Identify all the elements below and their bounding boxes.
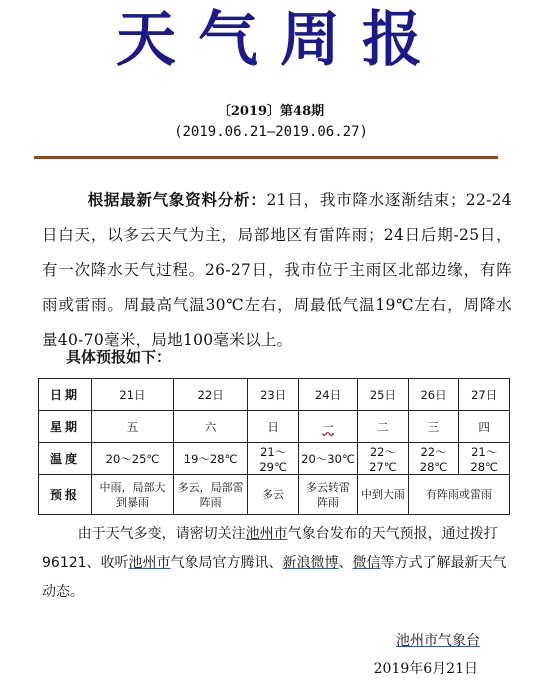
notice-text: 、 <box>338 555 353 571</box>
table-row-weekdays <box>39 411 510 443</box>
temp-cell: 19～28℃ <box>173 443 247 475</box>
row-header-temp: 温度 <box>39 443 92 475</box>
table-row-forecasts <box>39 475 510 515</box>
forecast-cell: 多云转雷阵雨 <box>298 475 357 515</box>
notice-link-wechat: 微信 <box>352 555 381 571</box>
weekday-cell: 五 <box>92 411 174 443</box>
date-range: (2019.06.21—2019.06.27) <box>174 124 368 140</box>
forecast-cell: 中雨，局部大到暴雨 <box>92 475 174 515</box>
date-cell: 26日 <box>408 379 459 411</box>
weekday-cell: 四 <box>459 411 510 443</box>
weekday-cell: 二 <box>358 411 409 443</box>
forecast-cell-merged: 有阵雨或雷雨 <box>408 475 509 515</box>
notice-link-weibo: 新浪微博 <box>282 555 339 571</box>
forecast-cell: 多云 <box>248 475 299 515</box>
analysis-paragraph <box>42 182 512 358</box>
date-cell: 23日 <box>248 379 299 411</box>
notice-link-city: 池州市 <box>128 555 171 571</box>
temp-cell: 21～28℃ <box>459 443 510 475</box>
row-header-weekday: 星期 <box>39 411 92 443</box>
notice-paragraph <box>42 520 512 607</box>
temp-cell: 20～30℃ <box>298 443 357 475</box>
date-cell: 27日 <box>459 379 510 411</box>
row-header-date: 日期 <box>39 379 92 411</box>
notice-text: 由于天气多变，请密切关注 <box>77 526 246 542</box>
forecast-cell: 中到大雨 <box>358 475 409 515</box>
row-header-forecast: 预报 <box>39 475 92 515</box>
weekday-value: 一 <box>322 419 334 434</box>
date-cell: 25日 <box>358 379 409 411</box>
weekday-cell: 三 <box>408 411 459 443</box>
notice-text: 气象台发布的天气预报，通过拨打96121、收听 <box>42 526 498 571</box>
notice-link-city: 池州市 <box>245 526 288 542</box>
notice-text: 气象局官方腾讯、 <box>170 555 283 571</box>
header-divider <box>34 156 498 159</box>
weekday-cell: 日 <box>248 411 299 443</box>
date-cell: 22日 <box>173 379 247 411</box>
date-cell: 21日 <box>92 379 174 411</box>
weekday-cell: 六 <box>173 411 247 443</box>
temp-cell: 20～25℃ <box>92 443 174 475</box>
temp-cell: 22～27℃ <box>358 443 409 475</box>
date-cell: 24日 <box>298 379 357 411</box>
forecast-cell: 多云，局部雷阵雨 <box>173 475 247 515</box>
footer-org: 池州市气象台 <box>396 633 480 649</box>
forecast-heading: 具体预报如下： <box>66 348 172 366</box>
table-row-temps <box>39 443 510 475</box>
temp-cell: 21～29℃ <box>248 443 299 475</box>
analysis-body: 21日，我市降水逐渐结束；22-24日白天，以多云天气为主，局部地区有雷阵雨；24日后期-25日，有一次降水天气过程。26-27日，我市位于主雨区北部边缘，有阵雨或雷雨。周最高气温30℃左右，周最低气温19℃左右，周降水量40-70毫米，局地100毫米以上。 <box>42 191 512 349</box>
weekday-cell <box>298 411 357 443</box>
footer-date: 2019年6月21日 <box>373 661 478 677</box>
table-row-dates <box>39 379 510 411</box>
issue-number: 〔2019〕第48期 <box>217 104 325 119</box>
report-title: 天气周报 <box>116 5 444 75</box>
forecast-table <box>38 378 510 515</box>
notice-text: 等方式了解最新天气动态。 <box>42 555 507 600</box>
analysis-lead: 根据最新气象资料分析： <box>87 190 267 209</box>
temp-cell: 22～28℃ <box>408 443 459 475</box>
